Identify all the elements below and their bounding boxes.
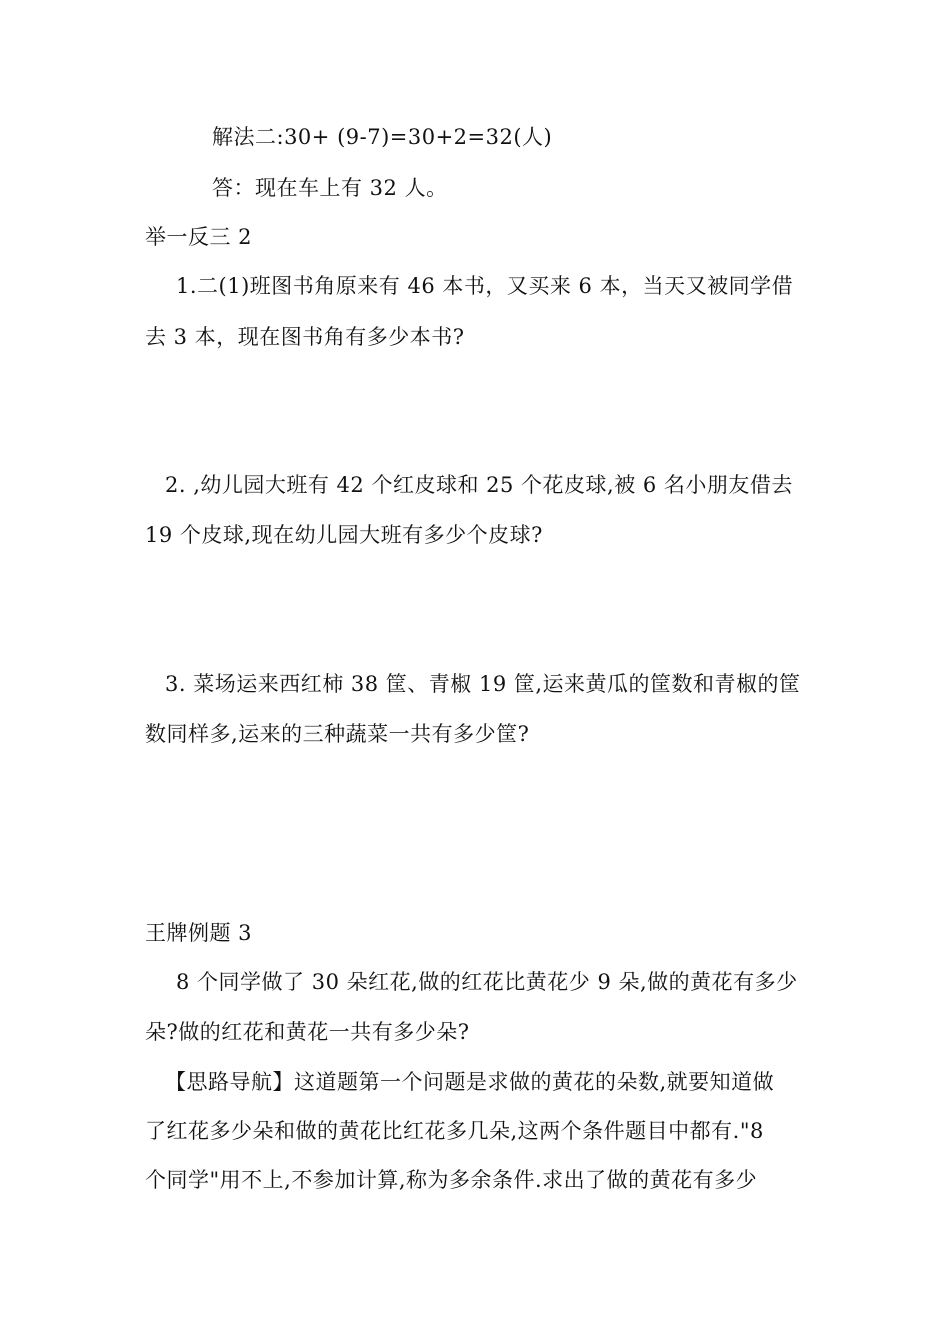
question-1-line-1: 1.二(1)班图书角原来有 46 本书，又买来 6 本，当天又被同学借 [176, 274, 794, 298]
question-1-line-2: 去 3 本，现在图书角有多少本书? [145, 325, 465, 349]
section-heading-2: 举一反三 2 [145, 225, 253, 249]
guide-line-2: 了红花多少朵和做的黄花比红花多几朵,这两个条件题目中都有."8 [145, 1119, 764, 1143]
guide-line-1: 【思路导航】这道题第一个问题是求做的黄花的朵数,就要知道做 [165, 1070, 775, 1094]
section-heading-3: 王牌例题 3 [145, 921, 253, 945]
solution-answer: 答：现在车上有 32 人。 [212, 176, 448, 200]
question-3-line-1: 3. 菜场运来西红柿 38 筐、青椒 19 筐,运来黄瓜的筐数和青椒的筐 [165, 672, 801, 696]
solution-method-2: 解法二:30+ (9-7)=30+2=32(人) [212, 125, 553, 149]
example-problem-line-1: 8 个同学做了 30 朵红花,做的红花比黄花少 9 朵,做的黄花有多少 [176, 970, 798, 994]
example-problem-line-2: 朵?做的红花和黄花一共有多少朵? [145, 1020, 470, 1044]
question-3-line-2: 数同样多,运来的三种蔬菜一共有多少筐? [145, 722, 530, 746]
question-2-line-1: 2. ,幼儿园大班有 42 个红皮球和 25 个花皮球,被 6 名小朋友借去 [165, 473, 793, 497]
question-2-line-2: 19 个皮球,现在幼儿园大班有多少个皮球? [145, 523, 543, 547]
guide-line-3: 个同学"用不上,不参加计算,称为多余条件.求出了做的黄花有多少 [145, 1168, 758, 1192]
